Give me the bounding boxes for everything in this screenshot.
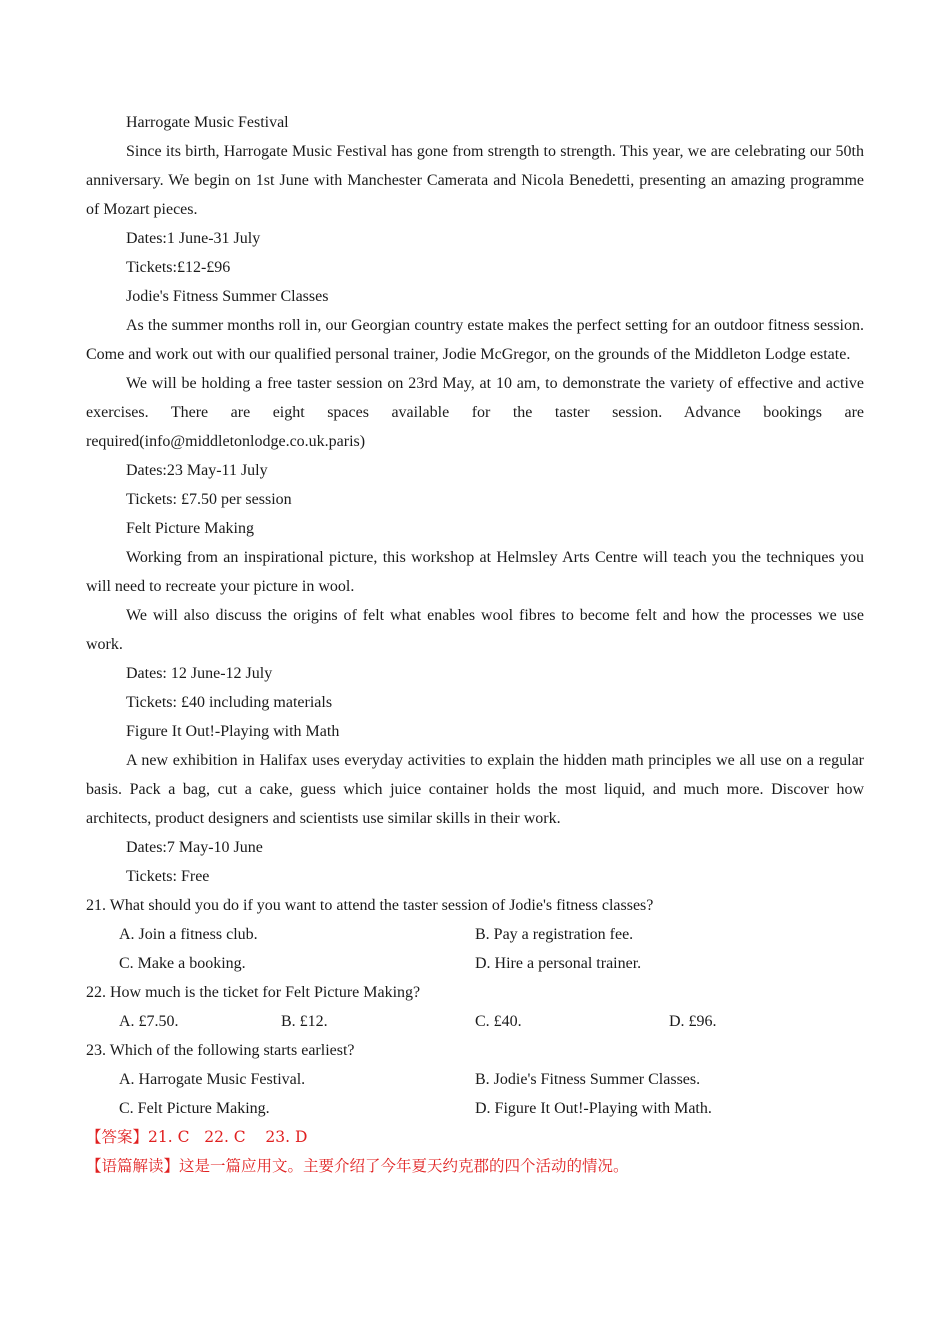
option-d: D. £96. [669, 1013, 717, 1030]
section-title: Felt Picture Making [126, 520, 254, 537]
answer-key: 【答案】21. C 22. C 23. D [86, 1128, 308, 1146]
section-title: Jodie's Fitness Summer Classes [126, 288, 329, 305]
question-stem: 21. What should you do if you want to attend the taster session of Jodie's fitness classes? [86, 897, 654, 914]
question-options [86, 1065, 864, 1094]
question-stem: 23. Which of the following starts earliest? [86, 1042, 355, 1059]
section-dates: Dates:7 May-10 June [126, 839, 263, 856]
section-tickets: Tickets:£12-£96 [126, 259, 231, 276]
section-dates: Dates: 12 June-12 July [126, 665, 273, 682]
option-a: A. Harrogate Music Festival. [119, 1071, 306, 1088]
option-a: A. Join a fitness club. [119, 926, 258, 943]
option-b: B. Pay a registration fee. [475, 926, 634, 943]
document-page [86, 108, 864, 1181]
option-d: D. Hire a personal trainer. [475, 955, 642, 972]
option-c: C. Make a booking. [119, 955, 246, 972]
question-options [86, 1007, 864, 1036]
option-c: C. £40. [475, 1013, 522, 1030]
question-options [86, 920, 864, 949]
section-paragraph: We will also discuss the origins of felt what enables wool fibres to become felt and how the processes we use work. [86, 607, 864, 653]
section-title: Figure It Out!-Playing with Math [126, 723, 340, 740]
section-tickets: Tickets: £7.50 per session [126, 491, 292, 508]
option-b: B. £12. [281, 1013, 328, 1030]
passage-analysis: 【语篇解读】这是一篇应用文。主要介绍了今年夏天约克郡的四个活动的情况。 [86, 1157, 629, 1175]
section-dates: Dates:23 May-11 July [126, 462, 268, 479]
option-b: B. Jodie's Fitness Summer Classes. [475, 1071, 701, 1088]
section-paragraph: Since its birth, Harrogate Music Festival has gone from strength to strength. This year, we are celebrating our 50th anniversary. We begin on 1st June with Manchester Camerata and Nicola Benedetti, presenting an amazing programme of Mozart pieces. [86, 143, 864, 218]
section-tickets: Tickets: Free [126, 868, 210, 885]
question-options [86, 949, 864, 978]
section-paragraph: Working from an inspirational picture, this workshop at Helmsley Arts Centre will teach you the techniques you will need to recreate your picture in wool. [86, 549, 864, 595]
option-d: D. Figure It Out!-Playing with Math. [475, 1100, 712, 1117]
section-title: Harrogate Music Festival [126, 114, 289, 131]
section-paragraph: A new exhibition in Halifax uses everyday activities to explain the hidden math principles we all use on a regular basis. Pack a bag, cut a cake, guess which juice container holds the most liquid, and much more. Discover how architects, product designers and scientists use similar skills in their work. [86, 752, 864, 827]
section-paragraph: We will be holding a free taster session on 23rd May, at 10 am, to demonstrate the variety of effective and active exercises. There are eight spaces available for the taster session. Advance bookings are required(info@middletonlodge.co.uk.paris) [86, 375, 864, 450]
section-paragraph: As the summer months roll in, our Georgian country estate makes the perfect setting for an outdoor fitness session. Come and work out with our qualified personal trainer, Jodie McGregor, on the grounds of the Middleton Lodge estate. [86, 317, 864, 363]
section-dates: Dates:1 June-31 July [126, 230, 261, 247]
question-options [86, 1094, 864, 1123]
option-c: C. Felt Picture Making. [119, 1100, 270, 1117]
question-stem: 22. How much is the ticket for Felt Picture Making? [86, 984, 421, 1001]
option-a: A. £7.50. [119, 1013, 179, 1030]
section-tickets: Tickets: £40 including materials [126, 694, 333, 711]
